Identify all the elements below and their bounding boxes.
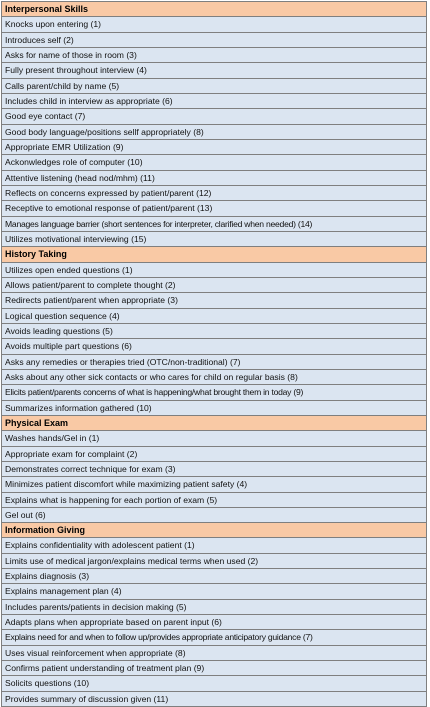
checklist-item: Explains diagnosis (3) xyxy=(2,569,426,584)
checklist-item: Adapts plans when appropriate based on parent input (6) xyxy=(2,615,426,630)
checklist-item: Explains need for and when to follow up/provides appropriate anticipatory guidance (7) xyxy=(2,630,426,645)
checklist-item: Utilizes open ended questions (1) xyxy=(2,263,426,278)
checklist-item: Reflects on concerns expressed by patient/parent (12) xyxy=(2,186,426,201)
checklist-item: Redirects patient/parent when appropriate (3) xyxy=(2,293,426,308)
checklist-item: Good eye contact (7) xyxy=(2,109,426,124)
checklist-item: Asks any remedies or therapies tried (OTC/non-traditional) (7) xyxy=(2,355,426,370)
checklist-item: Receptive to emotional response of patient/parent (13) xyxy=(2,201,426,216)
checklist-item: Washes hands/Gel in (1) xyxy=(2,431,426,446)
checklist-item: Confirms patient understanding of treatment plan (9) xyxy=(2,661,426,676)
checklist-item: Explains confidentiality with adolescent patient (1) xyxy=(2,538,426,553)
checklist-item: Limits use of medical jargon/explains medical terms when used (2) xyxy=(2,554,426,569)
checklist-item: Explains what is happening for each portion of exam (5) xyxy=(2,493,426,508)
checklist-item: Demonstrates correct technique for exam (3) xyxy=(2,462,426,477)
checklist-item: Provides summary of discussion given (11) xyxy=(2,692,426,707)
checklist-item: Fully present throughout interview (4) xyxy=(2,63,426,78)
checklist-item: Allows patient/parent to complete thought (2) xyxy=(2,278,426,293)
checklist-item: Calls parent/child by name (5) xyxy=(2,79,426,94)
checklist-item: Appropriate exam for complaint (2) xyxy=(2,447,426,462)
checklist-item: Introduces self (2) xyxy=(2,33,426,48)
checklist-item: Ackonwledges role of computer (10) xyxy=(2,155,426,170)
checklist-item: Solicits questions (10) xyxy=(2,676,426,691)
checklist-item: Attentive listening (head nod/mhm) (11) xyxy=(2,171,426,186)
section-header-information-giving: Information Giving xyxy=(2,523,426,538)
checklist-item: Elicits patient/parents concerns of what is happening/what brought them in today (9) xyxy=(2,385,426,400)
checklist-item: Gel out (6) xyxy=(2,508,426,523)
checklist-item: Logical question sequence (4) xyxy=(2,309,426,324)
checklist-item: Summarizes information gathered (10) xyxy=(2,401,426,416)
checklist-item: Good body language/positions sellf appropriately (8) xyxy=(2,125,426,140)
section-header-interpersonal-skills: Interpersonal Skills xyxy=(2,2,426,17)
checklist-item: Asks about any other sick contacts or who cares for child on regular basis (8) xyxy=(2,370,426,385)
checklist-item: Asks for name of those in room (3) xyxy=(2,48,426,63)
checklist-item: Utilizes motivational interviewing (15) xyxy=(2,232,426,247)
checklist-item: Knocks upon entering (1) xyxy=(2,17,426,32)
checklist-table xyxy=(1,1,427,707)
checklist-item: Includes parents/patients in decision making (5) xyxy=(2,600,426,615)
checklist-item: Manages language barrier (short sentences for interpreter, clarified when needed) (14) xyxy=(2,217,426,232)
checklist-item: Uses visual reinforcement when appropriate (8) xyxy=(2,646,426,661)
section-header-history-taking: History Taking xyxy=(2,247,426,262)
checklist-item: Avoids leading questions (5) xyxy=(2,324,426,339)
section-header-physical-exam: Physical Exam xyxy=(2,416,426,431)
checklist-item: Explains management plan (4) xyxy=(2,584,426,599)
checklist-item: Minimizes patient discomfort while maximizing patient safety (4) xyxy=(2,477,426,492)
checklist-item: Includes child in interview as appropriate (6) xyxy=(2,94,426,109)
checklist-item: Avoids multiple part questions (6) xyxy=(2,339,426,354)
checklist-item: Appropriate EMR Utilization (9) xyxy=(2,140,426,155)
